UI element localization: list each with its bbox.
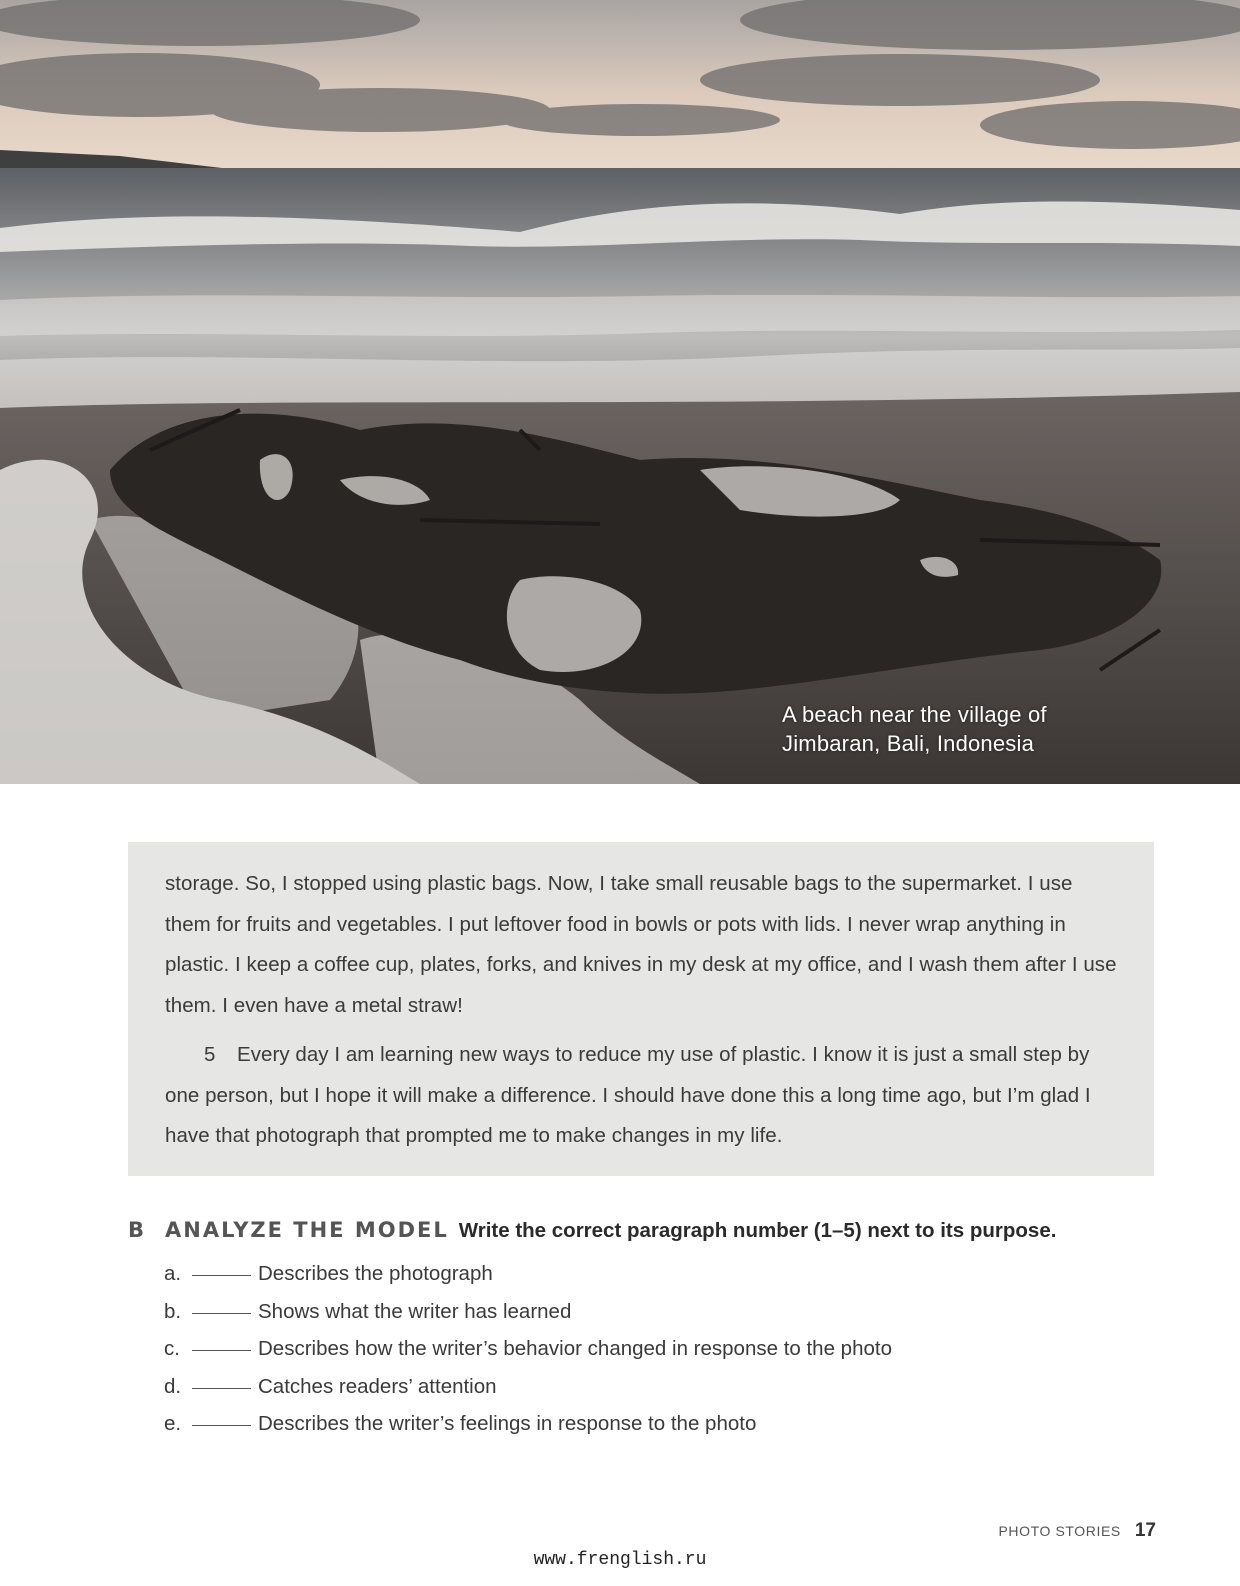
exercise-title: ANALYZE THE MODEL: [165, 1218, 449, 1242]
exercise-item-d: [164, 1375, 892, 1413]
exercise-instruction: Write the correct paragraph number (1–5) next to its purpose.: [458, 1219, 1057, 1242]
exercise-items: [164, 1262, 892, 1450]
item-letter: a.: [164, 1262, 182, 1285]
photo-caption: [782, 700, 1102, 758]
paragraph-number: 5: [204, 1043, 216, 1066]
exercise-heading: [128, 1218, 1158, 1243]
exercise-item-e: [164, 1412, 892, 1450]
item-text: Describes the photograph: [258, 1262, 493, 1285]
answer-blank[interactable]: [192, 1312, 251, 1314]
item-letter: e.: [164, 1412, 182, 1435]
exercise-letter: B: [128, 1218, 145, 1242]
exercise-item-a: [164, 1262, 892, 1300]
paragraph-5: [165, 1035, 1118, 1157]
item-text: Describes how the writer’s behavior changed in response to the photo: [258, 1337, 892, 1360]
exercise-item-b: [164, 1300, 892, 1338]
paragraph-4-continued: storage. So, I stopped using plastic bags. Now, I take small reusable bags to the supermarket. I use them for fruits and vegetables. I put leftover food in bowls or pots with lids. I never wrap anything in plastic. I keep a coffee cup, plates, forks, and knives in my desk at my office, and I wash them after I use them. I even have a metal straw!: [165, 872, 1117, 1017]
item-text: Describes the writer’s feelings in response to the photo: [258, 1412, 757, 1435]
answer-blank[interactable]: [192, 1349, 251, 1351]
item-letter: c.: [164, 1337, 180, 1360]
caption-line-2: Jimbaran, Bali, Indonesia: [782, 731, 1035, 756]
footer-section-name: PHOTO STORIES: [998, 1523, 1121, 1539]
wave-foam: [0, 202, 1240, 413]
reading-passage-box: [128, 842, 1154, 1176]
answer-blank[interactable]: [192, 1424, 251, 1426]
answer-blank[interactable]: [192, 1387, 251, 1389]
item-letter: d.: [164, 1374, 182, 1398]
beach-photo: [0, 0, 1240, 784]
page-footer: [998, 1520, 1156, 1542]
answer-blank[interactable]: [192, 1274, 251, 1276]
beach-scene-illustration: [0, 0, 1240, 784]
item-text: Shows what the writer has learned: [258, 1299, 572, 1323]
item-letter: b.: [164, 1299, 182, 1323]
page-number: 17: [1134, 1520, 1156, 1541]
paragraph-5-text: Every day I am learning new ways to reduce my use of plastic. I know it is just a small step by one person, but I hope it will make a difference. I should have done this a long time ago, but I’m glad I have that photograph that prompted me to make changes in my life.: [165, 1043, 1091, 1147]
caption-line-1: A beach near the village of: [782, 702, 1047, 727]
watermark: www.frenglish.ru: [533, 1550, 707, 1570]
item-text: Catches readers’ attention: [258, 1374, 497, 1398]
exercise-item-c: [164, 1337, 892, 1375]
